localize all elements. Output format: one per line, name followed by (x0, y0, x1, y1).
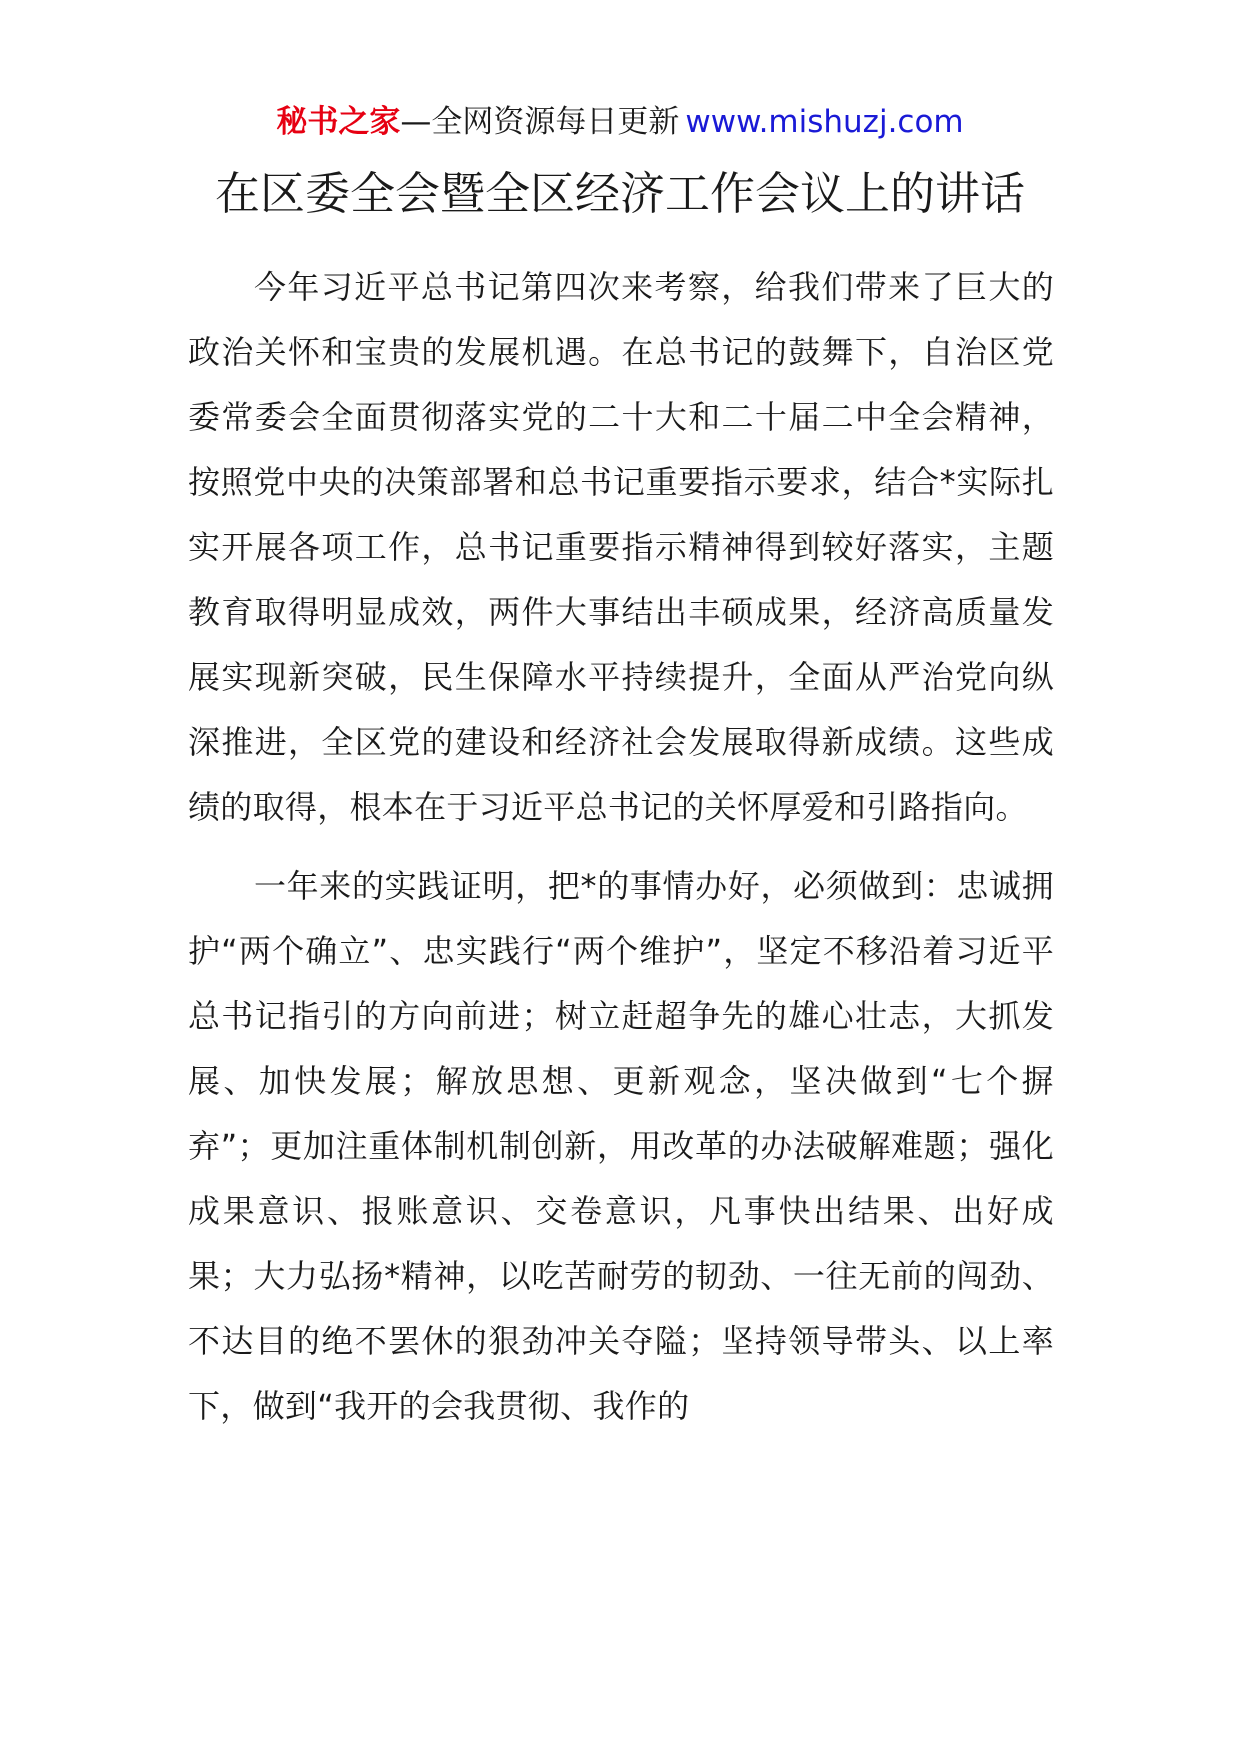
site-slogan: —全网资源每日更新 (400, 104, 680, 140)
paragraph: 今年习近平总书记第四次来考察，给我们带来了巨大的政治关怀和宝贵的发展机遇。在总书记的鼓舞下，自治区党委常委会全面贯彻落实党的二十大和二十届二中全会精神，按照党中央的决策部署和总书记重要指示要求，结合*实际扎实开展各项工作，总书记重要指示精神得到较好落实，主题教育取得明显成效，两件大事结出丰硕成果，经济高质量发展实现新突破，民生保障水平持续提升，全面从严治党向纵深推进，全区党的建设和经济社会发展取得新成绩。这些成绩的取得，根本在于习近平总书记的关怀厚爱和引路指向。 (188, 268, 1054, 826)
document-title: 在区委全会暨全区经济工作会议上的讲话 (214, 167, 1025, 220)
paragraph: 一年来的实践证明，把*的事情办好，必须做到：忠诚拥护“两个确立”、忠实践行“两个维护”，坚定不移沿着习近平总书记指引的方向前进；树立赶超争先的雄心壮志，大抓发展、加快发展；解放思想、更新观念，坚决做到“七个摒弃”；更加注重体制机制创新，用改革的办法破解难题；强化成果意识、报账意识、交卷意识，凡事快出结果、出好成果；大力弘扬*精神，以吃苦耐劳的韧劲、一往无前的闯劲、不达目的绝不罢休的狠劲冲关夺隘；坚持领导带头、以上率下，做到“我开的会我贯彻、我作的 (188, 867, 1054, 1425)
site-url: www.mishuzj.com (685, 104, 964, 140)
document-body (188, 255, 1054, 1453)
brand-name: 秘书之家 (276, 104, 401, 140)
site-header (0, 100, 1240, 144)
